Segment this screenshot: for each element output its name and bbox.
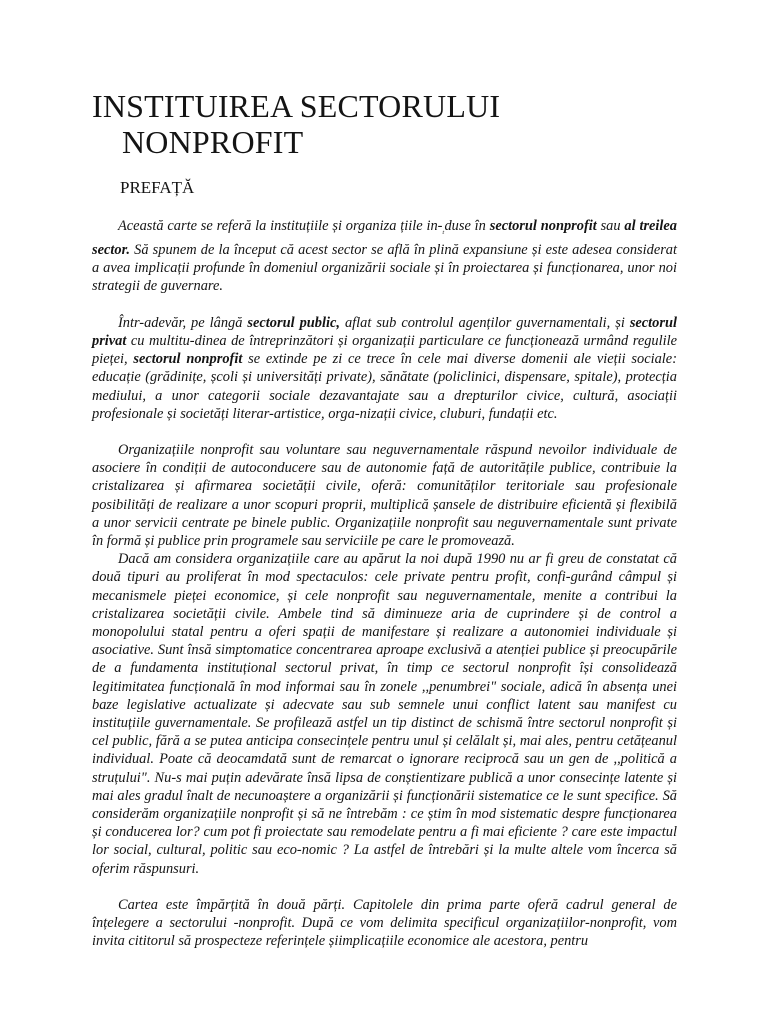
document-body <box>92 217 677 950</box>
title-line-2: NONPROFIT <box>122 124 304 160</box>
paragraph-text: aflat sub controlul agenților guvernamentali, și <box>339 314 630 331</box>
bold-term: sectorul nonprofit <box>133 351 243 368</box>
paragraph-text: sau <box>596 218 625 234</box>
paragraph-text: Să spunem de la început că acest sector se află în plină expansiune și este adesea considerat a avea implicații profunde în domeniul organizării sociale și în proiectarea și funcționarea, unor noi strategii de guvernare. <box>92 242 677 295</box>
paragraph-text: se extinde pe zi ce trece în cele mai diverse domenii ale vieții sociale: educație (grădinițe, școli și universități private), sănătate (policlinici, dispensare, spitale), protecția mediului, a unor categorii sociale dezavantajate sau a drepturilor civice, cultură, asociații profesionale și societăți literar-artistice, orga-nizații civice, cluburi, fundații etc. <box>92 351 677 422</box>
paragraph-5: Cartea este împărțită în două părți. Capitolele din prima parte oferă cadrul general de înțelegere a sectorului -nonprofit. După ce vom delimita specificul organizațiilor-nonprofit, vom invita cititorul să prospecteze referințele șiimplicațiile economice ale acestora, pentru <box>92 896 677 950</box>
bold-term: sectorul nonprofit <box>489 218 597 234</box>
paragraph-text: Într-adevăr, pe lângă <box>118 314 248 331</box>
title-line-1: INSTITUIREA SECTORULUI <box>92 88 501 124</box>
paragraph-1 <box>92 217 677 296</box>
bold-term: al treilea sector. <box>92 218 678 259</box>
paragraph-text: cu multitu-dinea de întreprinzători și organizații particulare ce funcționează urmând regulile pieței, <box>92 332 677 368</box>
paragraph-text: duse în <box>444 218 490 234</box>
paragraph-artifact: ₜ <box>442 226 445 236</box>
paragraph-3: Organizațiile nonprofit sau voluntare sau neguvernamentale răspund nevoilor individuale de asociere în condiții de autoconducere sau de autonomie față de autoritățile publice, contribuie la cristalizarea și afirmarea societății civile, oferă: comunităților teritoriale sau profesionale posibilități de realizare a unor scopuri proprii, multiplică șansele de distribuire eficientă și flexibilă a unor servicii centrate pe binele public. Organizațiile nonprofit sau neguvernamentale sunt private în formă și publice prin programele sau serviciile pe care le promovează. <box>92 441 677 549</box>
bold-term: sectorul public, <box>247 314 340 331</box>
paragraph-2 <box>92 314 677 423</box>
document-title <box>92 88 500 160</box>
bold-term: sectorul privat <box>92 314 677 349</box>
paragraph-4: Dacă am considera organizațiile care au apărut la noi după 1990 nu ar fi greu de constatat că două tipuri au proliferat în mod spectaculos: cele private pentru profit, confi-gurând câmpul și mecanismele pieței economice, și cele nonprofit sau neguvernamentale, menite a contribui la cristalizarea societății civile. Ambele tind să diminueze aria de cuprindere și de control a monopolului statal pentru a oferi spații de manifestare și realizare a autonomiei individuale și asociative. Sunt însă simptomatice concentrarea aproape exclusivă a atenției publice și preocupările de a fundamenta instituțional sectorul privat, în timp ce sectorul nonprofit își consolidează legitimitatea funcțională în mod informai sau în zonele ,,penumbrei" sociale, adică în absența unei baze legislative actualizate și adecvate sau sub semnele unui conflict latent sau manifest cu instituțiile guvernamentale. Se profilează astfel un tip distinct de schismă între sectorul nonprofit și cel public, fără a se putea anticipa consecințele pentru unul și celălalt și, mai ales, pentru cetățeanul individual. Poate că deocamdată sunt de remarcat o ignorare reciprocă sau un gen de ,,politică a struțului". Nu-s mai puțin adevărate însă lipsa de conștientizare publică a unor consecințe latente și mai ales gradul înalt de necunoaștere a organizării și funcționării sistematice ce le sunt specifice. Să considerăm organizațiile nonprofit și să ne întrebăm : ce știm în mod sistematic despre funcționarea și conducerea lor? cum pot fi proiectate sau remodelate pentru a fi mai eficiente ? care este impactul lor social, cultural, politic sau eco-nomic ? La astfel de întrebări și la multe altele vom încerca să oferim răspunsuri. <box>92 551 677 877</box>
paragraph-text: Această carte se referă la instituțiile și organiza țiile in- <box>118 218 443 234</box>
section-heading-prefata: PREFAȚĂ <box>120 178 195 197</box>
